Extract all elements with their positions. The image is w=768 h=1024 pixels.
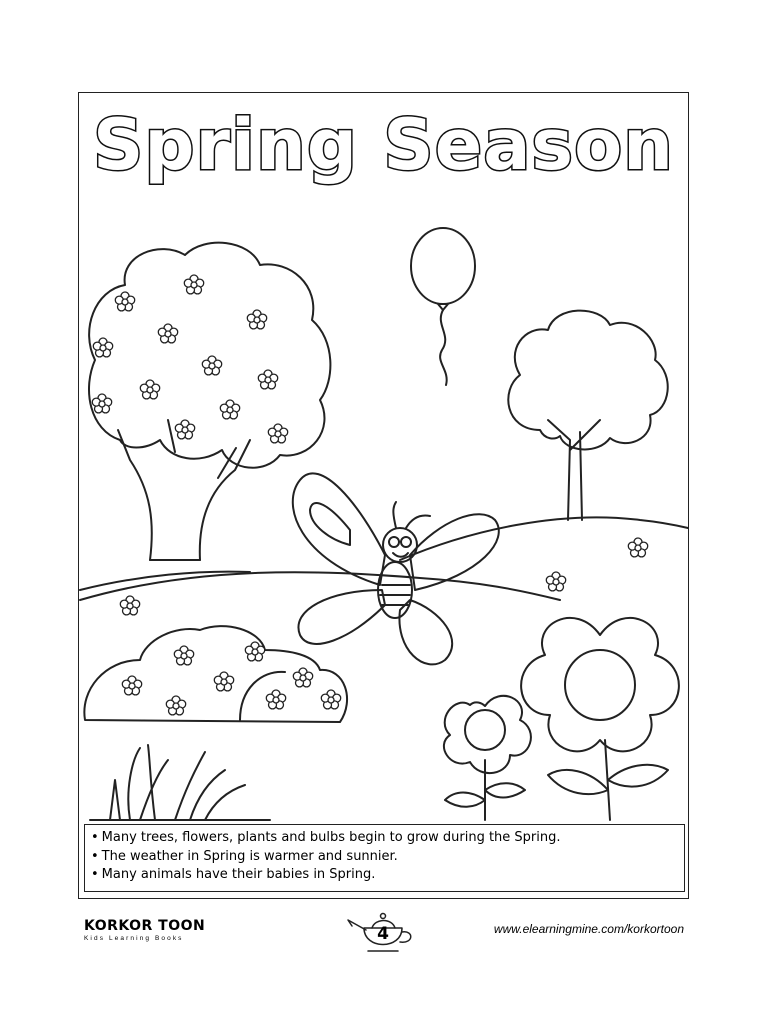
bush-blossoms [122, 642, 340, 715]
flower-icon [521, 618, 679, 820]
flower-icon [444, 696, 531, 820]
page-title: Spring Season [92, 104, 675, 186]
balloon-icon [411, 228, 475, 385]
tree-blossoms [92, 275, 287, 443]
brand-name: KORKOR TOON [84, 918, 206, 934]
fact-item: • Many trees, flowers, plants and bulbs begin to grow during the Spring. [91, 829, 678, 848]
page-number: 4 [377, 924, 389, 944]
brand-logo [84, 918, 205, 942]
facts-list [91, 829, 678, 885]
grass-icon [90, 745, 270, 820]
tree-icon [508, 311, 667, 520]
fact-item: • Many animals have their babies in Spring. [91, 866, 678, 885]
fact-item: • The weather in Spring is warmer and sunnier. [91, 848, 678, 867]
brand-tagline: Kids Learning Books [84, 935, 184, 942]
butterfly-icon [293, 473, 499, 664]
facts-box [84, 824, 685, 892]
footer-url[interactable]: www.elearningmine.com/korkortoon [493, 922, 684, 936]
